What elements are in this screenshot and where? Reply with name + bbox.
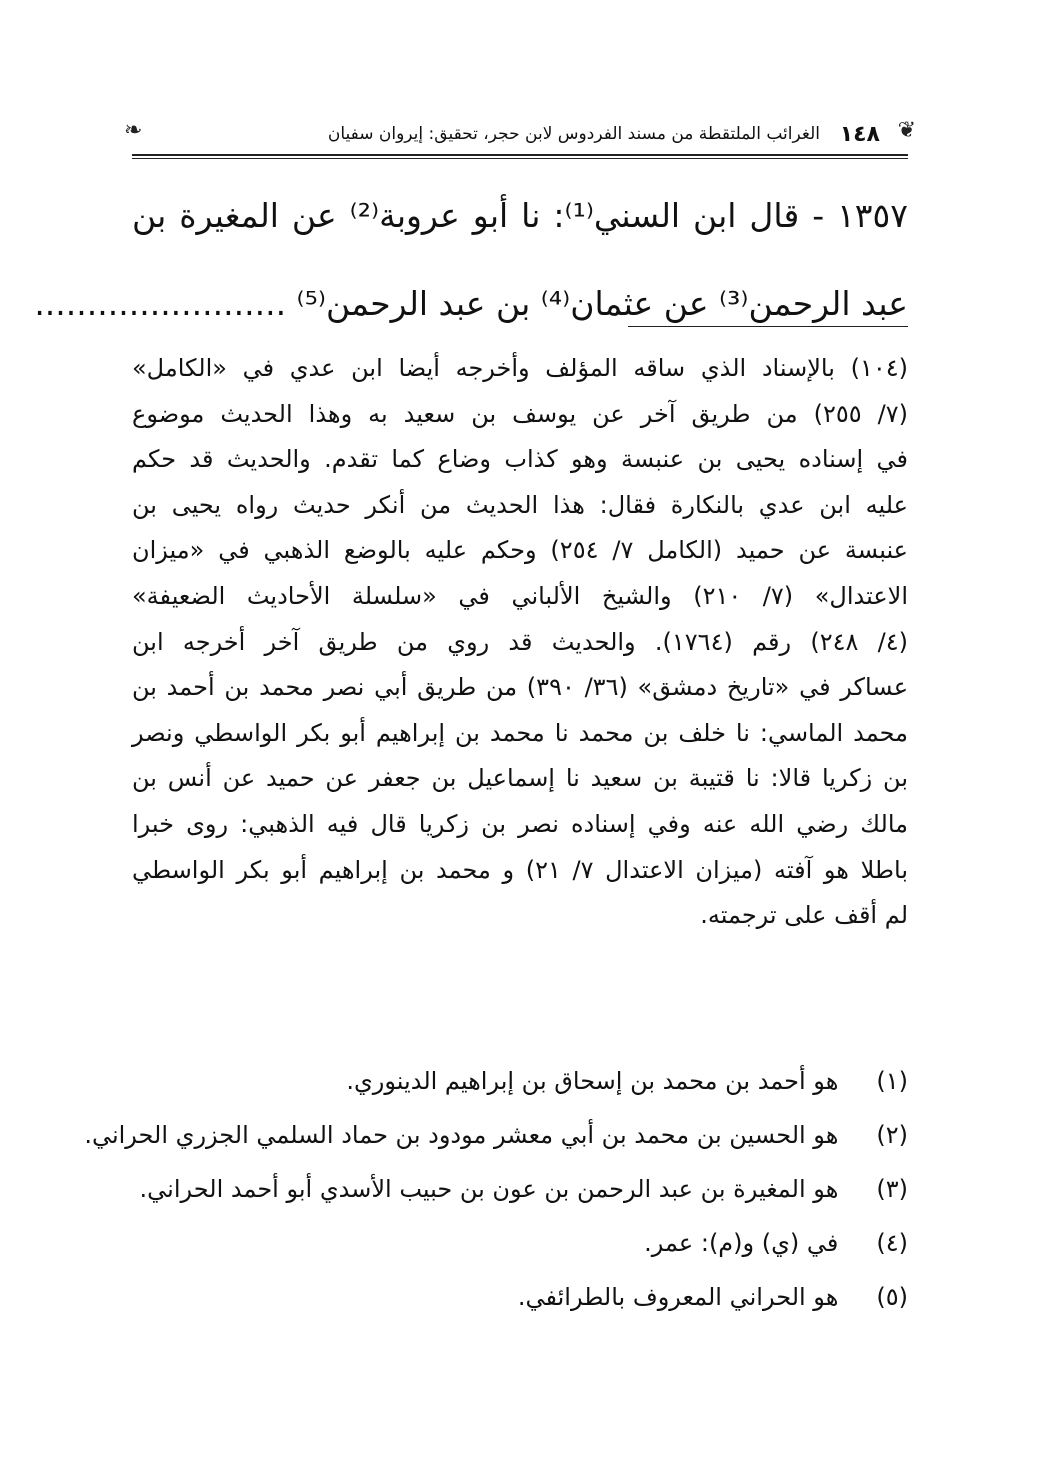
footnote-number: (١) — [876, 1067, 908, 1095]
ornament-icon: ❦ — [897, 118, 916, 143]
footnote-number: (٥) — [876, 1283, 908, 1311]
commentary-line: عنبسة عن حميد (الكامل ٧/ ٢٥٤) وحكم عليه بالوضع الذهبي في «ميزان — [132, 536, 909, 565]
hadith-text — [34, 172, 908, 348]
footnote-text: هو الحسين بن محمد بن أبي معشر مودود بن حماد السلمي الجزري الحراني. — [84, 1121, 839, 1149]
footnote — [132, 1216, 908, 1270]
footnote-separator — [628, 326, 908, 327]
footnote-number: (٢) — [876, 1121, 908, 1149]
commentary-line: عليه ابن عدي بالنكارة فقال: هذا الحديث من أنكر حديث رواه يحيى بن — [132, 490, 908, 519]
commentary-line: لم أقف على ترجمته. — [700, 901, 908, 930]
footnote — [84, 1108, 908, 1162]
footnote-text: هو المغيرة بن عبد الرحمن بن عون بن حبيب الأسدي أبو أحمد الحراني. — [139, 1175, 839, 1203]
footnote — [132, 1162, 908, 1216]
commentary-line: (٤/ ٢٤٨) رقم (١٧٦٤). والحديث قد روي من طريق آخر أخرجه ابن — [132, 627, 908, 656]
commentary-line: بن زكريا قالا: نا قتيبة بن سعيد نا إسماعيل بن جعفر عن حميد عن أنس بن — [132, 764, 908, 793]
hadith-line: عبد الرحمن⁽³⁾ عن عثمان⁽⁴⁾ بن عبد الرحمن⁽⁵⁾ ........................ — [34, 284, 908, 323]
footnote-text: في (ي) و(م): عمر. — [644, 1229, 839, 1257]
commentary-line: في إسناده يحيى بن عنبسة وهو كذاب وضاع كما تقدم. والحديث قد حكم — [132, 445, 908, 474]
header-rule — [132, 154, 908, 156]
commentary-line: الاعتدال» (٧/ ٢١٠) والشيخ الألباني في «سلسلة الأحاديث الضعيفة» — [132, 581, 909, 610]
running-title: الغرائب الملتقطة من مسند الفردوس لابن حجر، تحقيق: إيروان سفيان — [327, 124, 820, 144]
header-rule — [132, 158, 908, 159]
ornament-icon: ❧ — [124, 118, 143, 143]
commentary-line: (١٠٤) بالإسناد الذي ساقه المؤلف وأخرجه أيضا ابن عدي في «الكامل» — [132, 354, 908, 382]
commentary-block — [132, 346, 908, 939]
commentary-line: (٧/ ٢٥٥) من طريق آخر عن يوسف بن سعيد به وهذا الحديث موضوع — [132, 399, 908, 428]
commentary-line: مالك رضي الله عنه وفي إسناده نصر بن زكريا قال فيه الذهبي: روى خبرا — [132, 809, 908, 838]
footnote — [132, 1270, 908, 1324]
footnote-text: هو الحراني المعروف بالطرائفي. — [517, 1283, 839, 1311]
page-number: ١٤٨ — [839, 122, 880, 147]
footnote-number: (٤) — [876, 1229, 908, 1257]
footnotes — [84, 1054, 908, 1324]
footnote — [132, 1054, 908, 1108]
page-header — [124, 118, 916, 158]
footnote-number: (٣) — [876, 1175, 908, 1203]
hadith-line: ١٣٥٧ - قال ابن السني⁽¹⁾: نا أبو عروبة⁽²⁾ عن المغيرة بن — [132, 196, 908, 235]
footnote-text: هو أحمد بن محمد بن إسحاق بن إبراهيم الدينوري. — [346, 1067, 839, 1095]
commentary-line: محمد الماسي: نا خلف بن محمد نا محمد بن إبراهيم أبو بكر الواسطي ونصر — [132, 718, 908, 747]
commentary-line: عساكر في «تاريخ دمشق» (٣٦/ ٣٩٠) من طريق أبي نصر محمد بن أحمد بن — [132, 673, 909, 702]
commentary-line: باطلا هو آفته (ميزان الاعتدال ٧/ ٢١) و محمد بن إبراهيم أبو بكر الواسطي — [132, 855, 909, 884]
